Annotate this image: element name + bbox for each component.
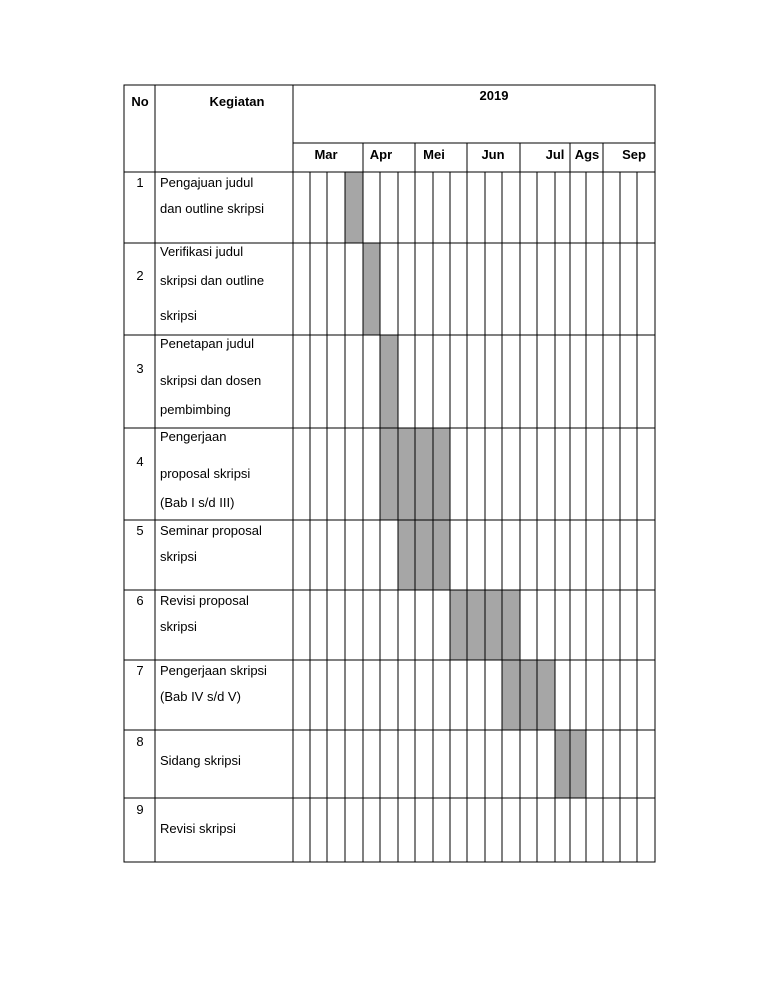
shaded-cell — [520, 660, 537, 730]
shaded-cell — [345, 172, 363, 243]
month-label: Mei — [423, 147, 445, 162]
activity-line: pembimbing — [160, 402, 231, 417]
row-number: 8 — [136, 734, 144, 749]
activity-line: Revisi proposal — [160, 593, 249, 608]
activity-line: Sidang skripsi — [160, 753, 241, 768]
activity-line: skripsi — [160, 308, 197, 323]
month-label: Ags — [574, 147, 600, 162]
shaded-cell — [363, 243, 380, 335]
activity-line: (Bab IV s/d V) — [160, 689, 241, 704]
shaded-cell — [380, 428, 398, 520]
row-number: 4 — [136, 454, 144, 469]
shaded-cell — [433, 428, 450, 520]
activity-line: Seminar proposal — [160, 523, 262, 538]
activity-line: Verifikasi judul — [160, 244, 244, 259]
month-label: Mar — [314, 147, 338, 162]
row-number: 3 — [136, 361, 144, 376]
activity-line: Pengerjaan skripsi — [160, 663, 267, 678]
month-label: Jun — [481, 147, 505, 162]
row-number: 2 — [136, 268, 144, 283]
activity-line: skripsi — [160, 619, 197, 634]
activity-line: Revisi skripsi — [160, 821, 236, 836]
activity-line: Pengajuan judul — [160, 175, 254, 190]
activity-line: (Bab I s/d III) — [160, 495, 235, 510]
month-label: Jul — [545, 147, 565, 162]
shaded-cell — [398, 520, 415, 590]
shaded-cell — [415, 428, 433, 520]
shaded-cell — [467, 590, 485, 660]
activity-line: Pengerjaan — [160, 429, 227, 444]
shaded-cell — [450, 590, 467, 660]
shaded-cell — [537, 660, 555, 730]
shaded-cell — [570, 730, 586, 798]
header-no: No — [131, 94, 149, 109]
shaded-cell — [433, 520, 450, 590]
shaded-cell — [502, 660, 520, 730]
shaded-cell — [555, 730, 570, 798]
row-number: 6 — [136, 593, 144, 608]
activity-line: proposal skripsi — [160, 466, 251, 481]
row-number: 9 — [136, 802, 144, 817]
row-number: 7 — [136, 663, 144, 678]
activity-line: skripsi dan outline — [160, 273, 265, 288]
shaded-cell — [380, 335, 398, 428]
row-number: 5 — [136, 523, 144, 538]
month-label: Sep — [622, 147, 646, 162]
activity-line: Penetapan judul — [160, 336, 254, 351]
activity-line: skripsi dan dosen — [160, 373, 262, 388]
shaded-cell — [398, 428, 415, 520]
shaded-cell — [485, 590, 502, 660]
shaded-cell — [415, 520, 433, 590]
header-kegiatan: Kegiatan — [209, 94, 265, 109]
header-year: 2019 — [479, 88, 509, 103]
activity-line: skripsi — [160, 549, 197, 564]
activity-line: dan outline skripsi — [160, 201, 265, 216]
row-number: 1 — [136, 175, 144, 190]
shaded-cell — [502, 590, 520, 660]
month-label: Apr — [369, 147, 393, 162]
